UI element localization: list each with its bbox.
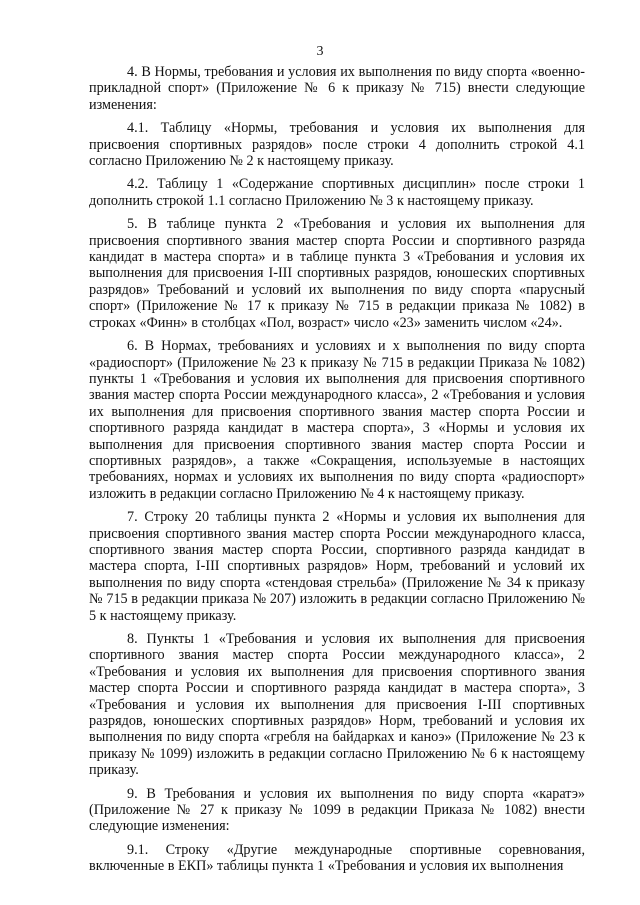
paragraph-9: 9. В Требования и условия их выполнения по виду спорта «каратэ» (Приложение № 27 к приказу № 1099 в редакции Приказа № 1082) внести следующие изменения: [89, 785, 585, 835]
paragraph-4: 4. В Нормы, требования и условия их выполнения по виду спорта «военно-прикладной спорт» (Приложение № 6 к приказу № 715) внести следующие изменения: [89, 64, 585, 113]
page-number: 3 [316, 44, 324, 59]
paragraph-4-1: 4.1. Таблицу «Нормы, требования и условия их выполнения для присвоения спортивных разрядов» после строки 4 дополнить строкой 4.1 согласно Приложению № 2 к настоящему приказу. [89, 120, 585, 170]
paragraph-4-2: 4.2. Таблицу 1 «Содержание спортивных дисциплин» после строки 1 дополнить строкой 1.1 согласно Приложению № 3 к настоящему приказу. [89, 176, 585, 209]
document-body [89, 64, 585, 882]
paragraph-6: 6. В Нормах, требованиях и условиях и х выполнения по виду спорта «радиоспорт» (Приложение № 23 к приказу № 715 в редакции Приказа № 1082) пункты 1 «Требования и условия их выполнения для присвоения спортивного звания мастер спорта России международного класса», 2 «Требования и условия их выполнения для присвоения спортивного звания мастер спорта России и спортивного разряда кандидат в мастера спорта», 3 «Нормы и условия их выполнения для присвоения спортивного звания мастер спорта России и спортивных разрядов», а также «Сокращения, используемые в настоящих требованиях, нормах и условиях их выполнения по виду спорта «радиоспорт» изложить в редакции согласно Приложению № 4 к настоящему приказу. [89, 338, 585, 502]
paragraph-5: 5. В таблице пункта 2 «Требования и условия их выполнения для присвоения спортивного звания мастер спорта России и спортивного разряда кандидат в мастера спорта» и в таблице пункта 3 «Требования и условия их выполнения для присвоения I-III спортивных разрядов, юношеских спортивных разрядов» Требований и условий их выполнения по виду спорта «парусный спорт» (Приложение № 17 к приказу № 715 в редакции приказа № 1082) в строках «Финн» в столбцах «Пол, возраст» число «23» заменить числом «24». [89, 216, 585, 331]
paragraph-7: 7. Строку 20 таблицы пункта 2 «Нормы и условия их выполнения для присвоения спортивного звания мастер спорта России международного класса, спортивного звания мастер спорта России, спортивного разряда кандидат в мастера спорта, I-III спортивных разрядов» Норм, требований и условий их выполнения по виду спорта «стендовая стрельба» (Приложение № 34 к приказу № 715 в редакции приказа № 207) изложить в редакции согласно Приложению № 5 к настоящему приказу. [89, 509, 585, 624]
paragraph-9-1: 9.1. Строку «Другие международные спортивные соревнования, включенные в ЕКП» таблицы пункта 1 «Требования и условия их выполнения [89, 841, 585, 875]
paragraph-8: 8. Пункты 1 «Требования и условия их выполнения для присвоения спортивного звания мастер спорта России международного класса», 2 «Требования и условия их выполнения для присвоения спортивного звания мастер спорта России и спортивного разряда кандидат в мастера спорта», 3 «Требования и условия их выполнения для присвоения I-III спортивных разрядов, юношеских спортивных разрядов» Норм, требований и условия их выполнения по виду спорта «гребля на байдарках и каноэ» (Приложение № 23 к приказу № 1099) изложить в редакции согласно Приложению № 6 к настоящему приказу. [89, 631, 585, 779]
